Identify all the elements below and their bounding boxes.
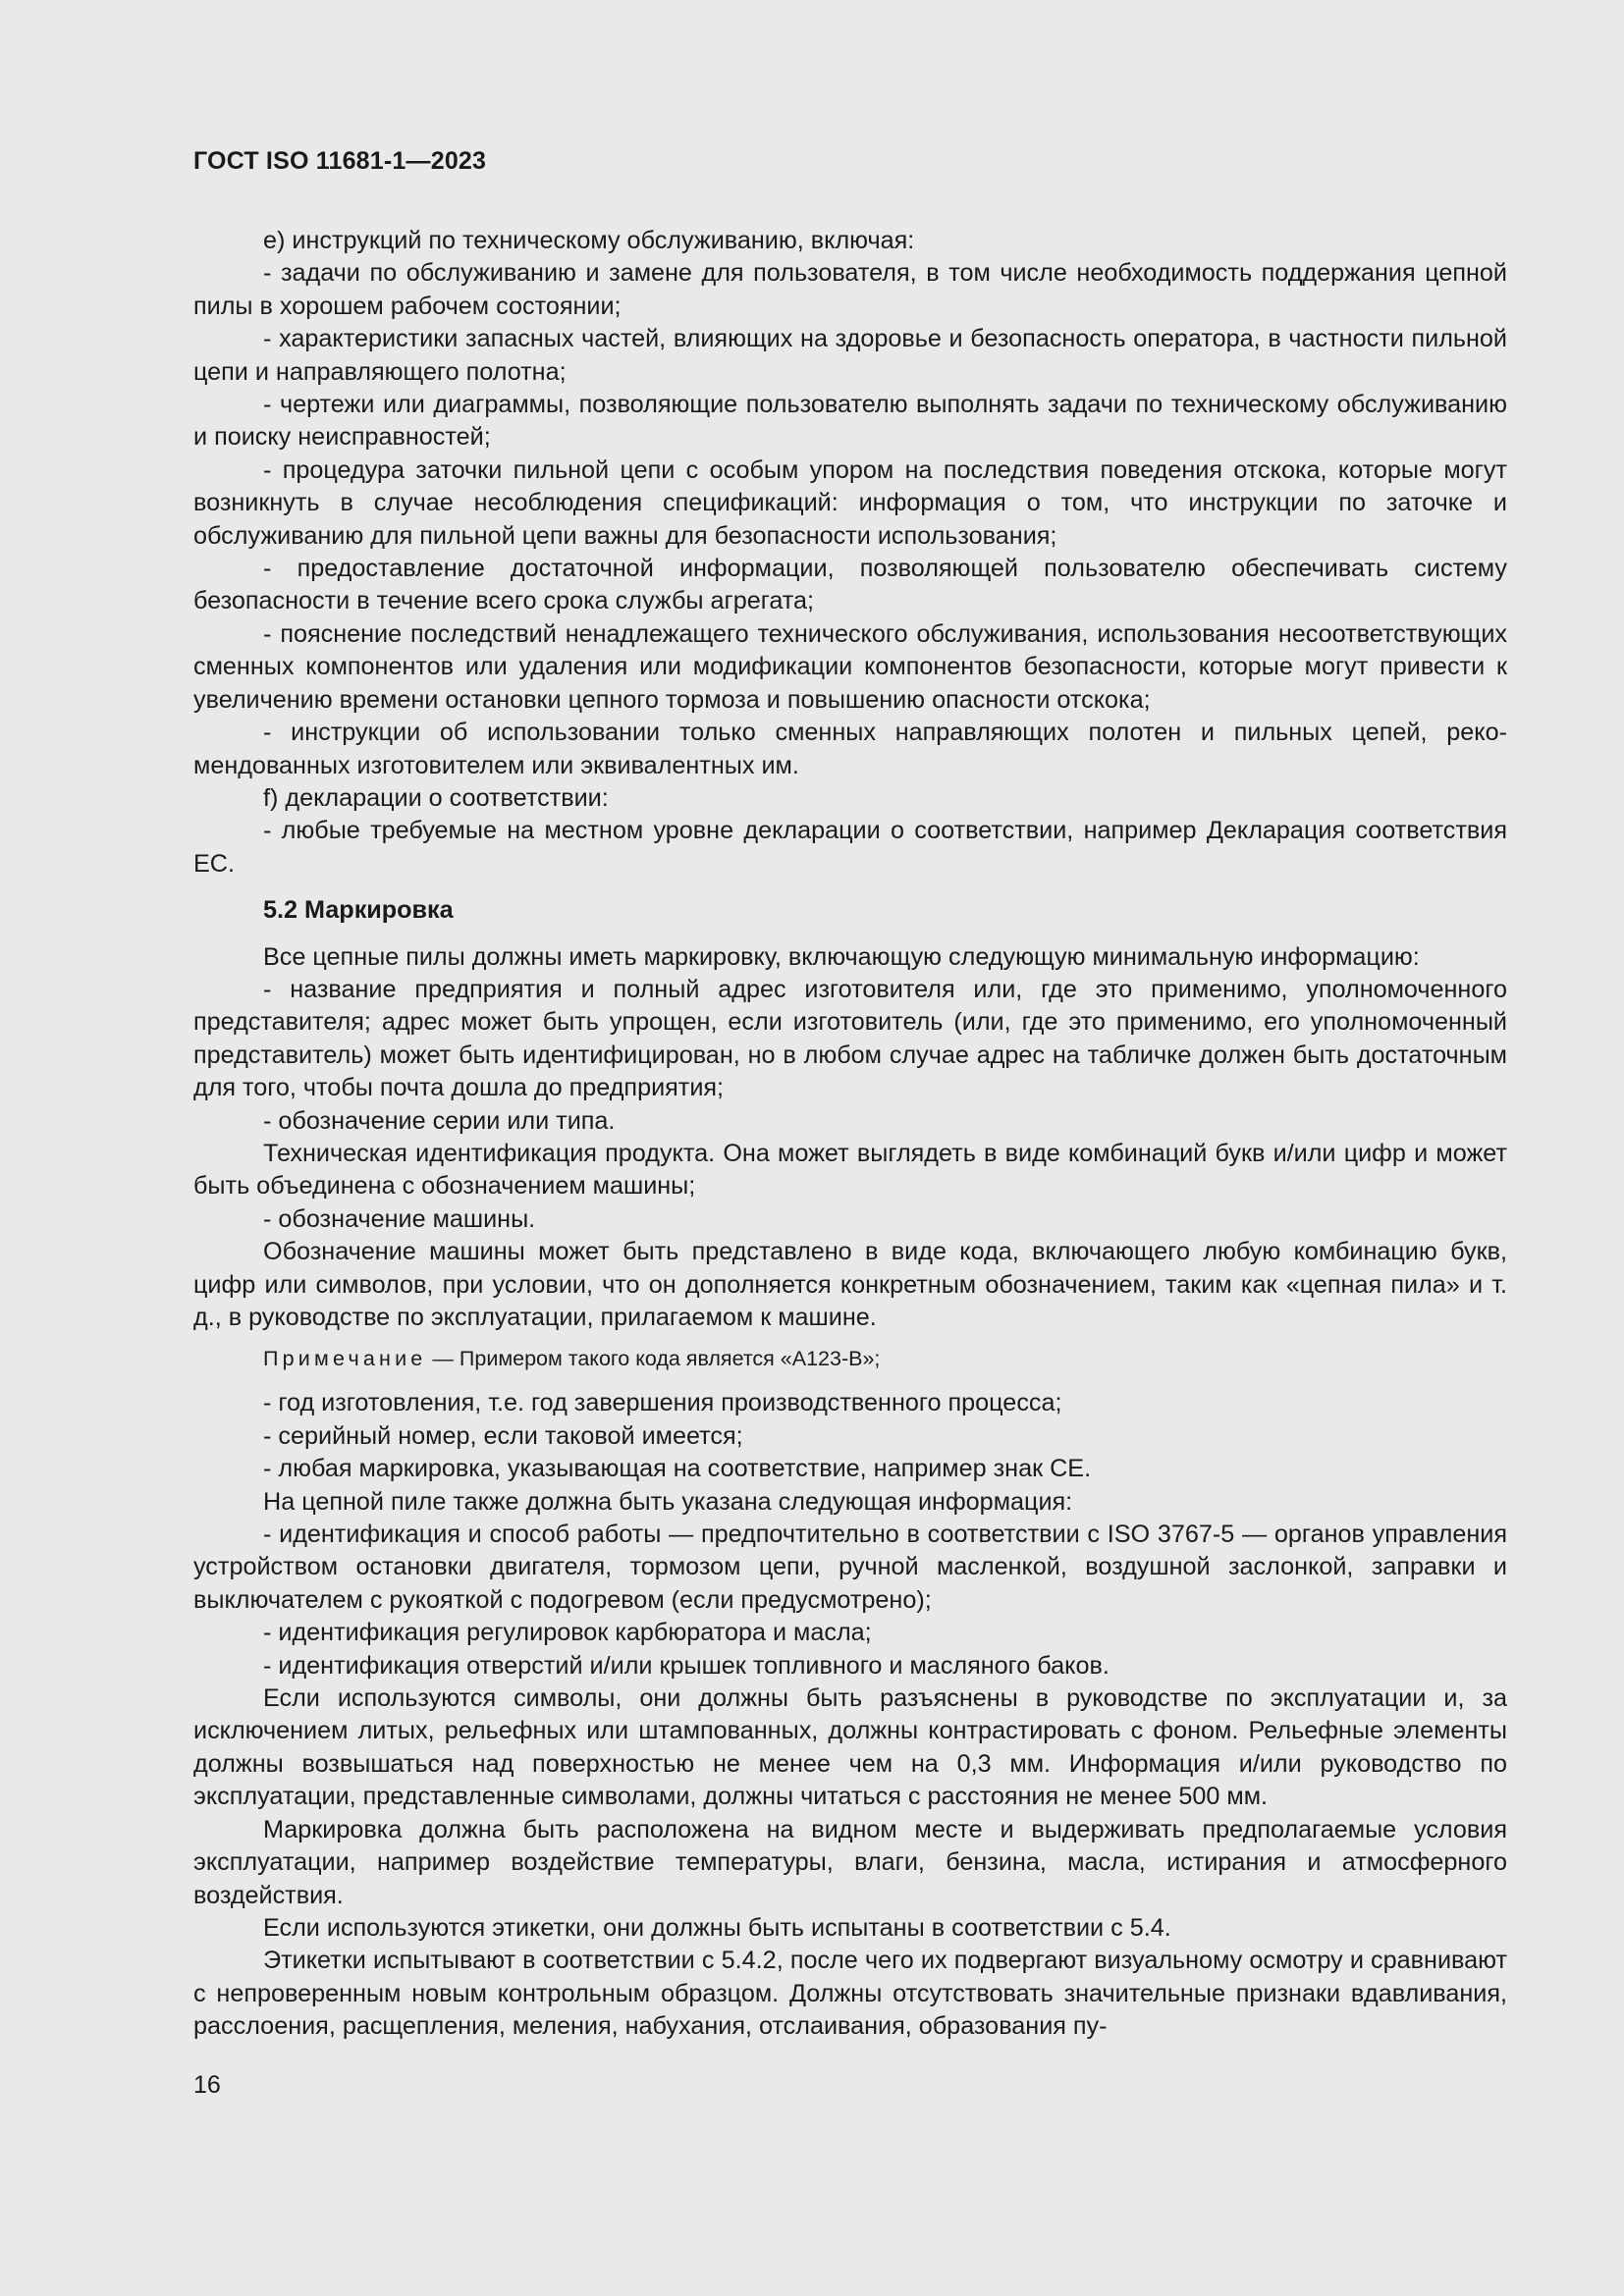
paragraph: Если используются этикетки, они должны быть испытаны в соответствии с 5.4. bbox=[263, 1913, 1171, 1942]
paragraph: На цепной пиле также должна быть указана следующая информация: bbox=[263, 1487, 1073, 1516]
paragraph: - обозначение машины. bbox=[263, 1204, 536, 1233]
paragraph: - любые требуемые на местном уровне декларации о соответствии, например Декларация соответствия ЕС. bbox=[193, 817, 1507, 878]
paragraph: - предоставление достаточной информации, позволяющей пользователю обеспечивать систему безопасности в течение всего срока службы агрегата; bbox=[193, 555, 1507, 615]
paragraph: - год изготовления, т.е. год завершения производственного процесса; bbox=[263, 1389, 1062, 1417]
paragraph: - задачи по обслуживанию и замене для пользователя, в том числе необходимость поддержания цепной пилы в хорошем рабочем состоянии; bbox=[193, 259, 1507, 320]
paragraph: - характеристики запасных частей, влияющих на здоровье и безопасность оператора, в частности пильной цепи и направляющего полотна; bbox=[193, 325, 1507, 386]
paragraph: - процедура заточки пильной цепи с особым упором на последствия поведения отскока, которые могут возникнуть в случае несоблюдения спецификаций: информация о том, что инструкции по заточке и обслуживанию для пильной цепи важны для безопасности использования; bbox=[193, 455, 1507, 550]
document-code-header: ГОСТ ISO 11681-1—2023 bbox=[193, 147, 487, 175]
paragraph: - название предприятия и полный адрес изготовителя или, где это применимо, уполномоченного представителя; адрес может быть упрощен, если изготовитель (или, где это применимо, его уполномоченный представитель) может быть идентифицирован, но в любом случае адрес на табличке должен быть достаточным для того, чтобы почта дошла до предприятия; bbox=[193, 975, 1507, 1102]
note-dash: — bbox=[426, 1347, 460, 1371]
paragraph: - чертежи или диаграммы, позволяющие пользователю выполнять задачи по техническому обслуживанию и поиску неисправностей; bbox=[193, 391, 1507, 452]
page-number: 16 bbox=[193, 2071, 221, 2099]
note bbox=[193, 1344, 1507, 1373]
paragraph: Этикетки испытывают в соответствии с 5.4.2, после чего их подвергают визуальному осмотру и сравнивают с непроверенным новым контрольным образцом. Должны отсутствовать значительные признаки вдавливания, расслоения, расщепления, меления, набухания, отслаивания, образования пу- bbox=[193, 1947, 1507, 2041]
paragraph: Если используются символы, они должны быть разъяснены в руководстве по эксплуатации и, за исключением литых, рельефных или штампованных, должны контрастировать с фоном. Рельефные элементы должны возвышаться над поверхностью не менее чем на 0,3 мм. Информация и/или руководство по эксплуатации, представленные символами, должны читаться с расстояния не менее 500 мм. bbox=[193, 1684, 1507, 1811]
paragraph: - пояснение последствий ненадлежащего технического обслуживания, использования несоответствующих сменных компонентов или удаления или модификации компонентов безопасности, которые могут привести к увеличению времени остановки цепного тормоза и повышению опасности отскока; bbox=[193, 619, 1507, 714]
section-heading: 5.2 Маркировка bbox=[263, 896, 454, 925]
paragraph: - обозначение серии или типа. bbox=[263, 1106, 616, 1135]
paragraph: - любая маркировка, указывающая на соответствие, например знак СЕ. bbox=[263, 1455, 1092, 1483]
paragraph: Все цепные пилы должны иметь маркировку, включающую следующую минимальную информацию: bbox=[263, 942, 1420, 971]
paragraph: - идентификация регулировок карбюратора и масла; bbox=[263, 1619, 872, 1647]
paragraph: - инструкции об использовании только сменных направляющих полотен и пильных цепей, рекомендованных изготовителем или эквивалентных им. bbox=[193, 719, 1507, 779]
paragraph: Обозначение машины может быть представлено в виде кода, включающего любую комбинацию букв, цифр или символов, при условии, что он дополняется конкретным обозначением, таким как «цепная пила» и т. д., в руководстве по эксплуатации, прилагаемом к машине. bbox=[193, 1238, 1507, 1331]
note-label: Примечание bbox=[263, 1347, 427, 1371]
paragraph: - идентификация отверстий и/или крышек топливного и масляного баков. bbox=[263, 1651, 1110, 1680]
paragraph: е) инструкций по техническому обслуживанию, включая: bbox=[263, 227, 915, 254]
paragraph: Техническая идентификация продукта. Она может выглядеть в виде комбинаций букв и/или цифр и может быть объединена с обозначением машины; bbox=[193, 1139, 1507, 1201]
paragraph: f) декларации о соответствии: bbox=[263, 783, 609, 812]
paragraph: Маркировка должна быть расположена на видном месте и выдерживать предполагаемые условия эксплуатации, например воздействие температуры, влаги, бензина, масла, истирания и атмосферного воздействия. bbox=[193, 1815, 1507, 1909]
paragraph: - идентификация и способ работы — предпочтительно в соответствии с ISO 3767-5 — органов управления устройством остановки двигателя, тормозом цепи, ручной масленкой, воздушной заслонкой, заправки и выключателем с рукояткой с подогревом (если предусмотрено); bbox=[193, 1521, 1507, 1614]
paragraph: - серийный номер, если таковой имеется; bbox=[263, 1421, 743, 1450]
document-page bbox=[193, 0, 1507, 2296]
note-text: Примером такого кода является «А123-В»; bbox=[459, 1347, 881, 1371]
document-body bbox=[193, 225, 1507, 2044]
